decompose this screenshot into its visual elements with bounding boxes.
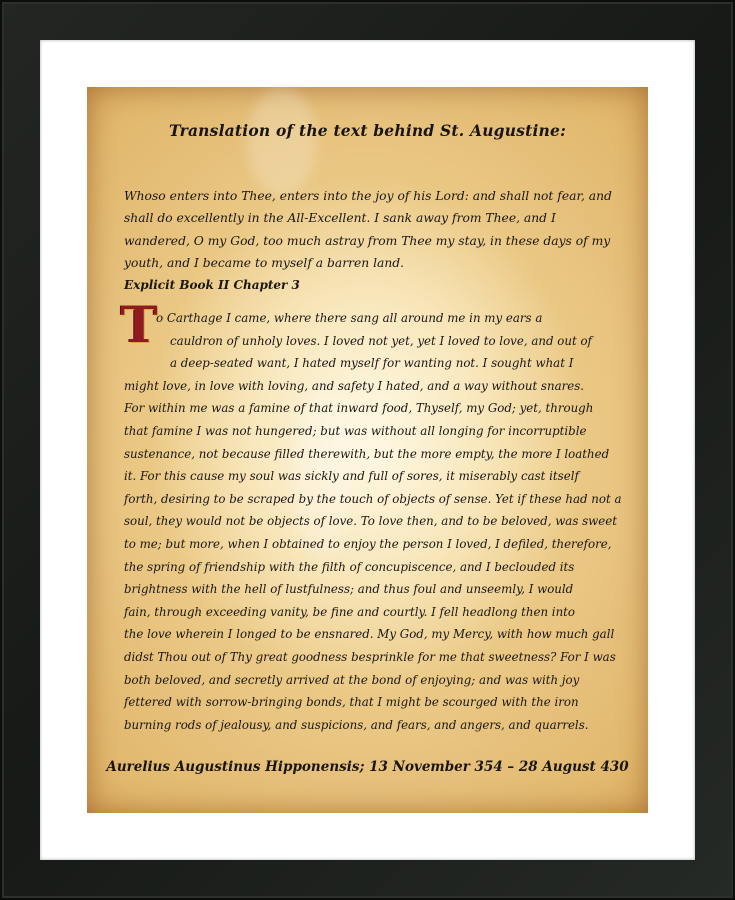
white-mat (40, 40, 695, 860)
intro-paragraph: Whoso enters into Thee, enters into the joy of his Lord: and shall not fear, and shall do excellently in the All-Excellent. I sank away from Thee, and I wandered, O my God, too much astray from Thee my stay, in these days of my youth, and I became to myself a barren land. (124, 189, 612, 271)
body-line: fain, through exceeding vanity, be fine and courtly. I fell headlong then into (124, 604, 576, 619)
author-signature-line: Aurelius Augustinus Hipponensis; 13 November 354 – 28 August 430 (106, 759, 629, 775)
body-line: burning rods of jealousy, and suspicions, and fears, and angers, and quarrels. (124, 717, 589, 732)
body-line: the love wherein I longed to be ensnared. My God, my Mercy, with how much gall (124, 627, 615, 642)
body-line: cauldron of unholy loves. I loved not yet, yet I loved to love, and out of (170, 333, 592, 348)
body-line: it. For this cause my soul was sickly and full of sores, it miserably cast itself (124, 469, 579, 484)
body-line: a deep-seated want, I hated myself for wanting not. I sought what I (170, 356, 574, 371)
body-line: forth, desiring to be scraped by the touch of objects of sense. Yet if these had not a (124, 491, 622, 506)
illuminated-drop-cap: T (120, 295, 158, 354)
page-title: Translation of the text behind St. Augustine: (168, 121, 567, 140)
body-line: might love, in love with loving, and safety I hated, and a way without snares. (124, 378, 585, 393)
body-line: to me; but more, when I obtained to enjoy the person I loved, I defiled, therefore, (124, 537, 612, 551)
parchment-print (87, 87, 648, 813)
body-line: sustenance, not because filled therewith, but the more empty, the more I loathed (124, 446, 610, 461)
body-line: soul, they would not be objects of love. To love then, and to be beloved, was sweet (124, 514, 617, 529)
body-line: o Carthage I came, where there sang all around me in my ears a (156, 311, 543, 325)
chapter-heading: Explicit Book II Chapter 3 (124, 278, 300, 292)
body-line: fettered with sorrow-bringing bonds, that I might be scourged with the iron (124, 695, 579, 710)
light-glow (247, 87, 317, 197)
body-line: the spring of friendship with the filth of concupiscence, and I beclouded its (124, 559, 575, 574)
body-line: For within me was a famine of that inward food, Thyself, my God; yet, through (124, 401, 594, 416)
body-line: didst Thou out of Thy great goodness besprinkle for me that sweetness? For I was (124, 650, 616, 664)
body-line: both beloved, and secretly arrived at the bond of enjoying; and was with joy (124, 672, 580, 687)
body-line: brightness with the hell of lustfulness; and thus foul and unseemly, I would (124, 582, 574, 597)
body-line: that famine I was not hungered; but was without all longing for incorruptible (124, 424, 587, 438)
